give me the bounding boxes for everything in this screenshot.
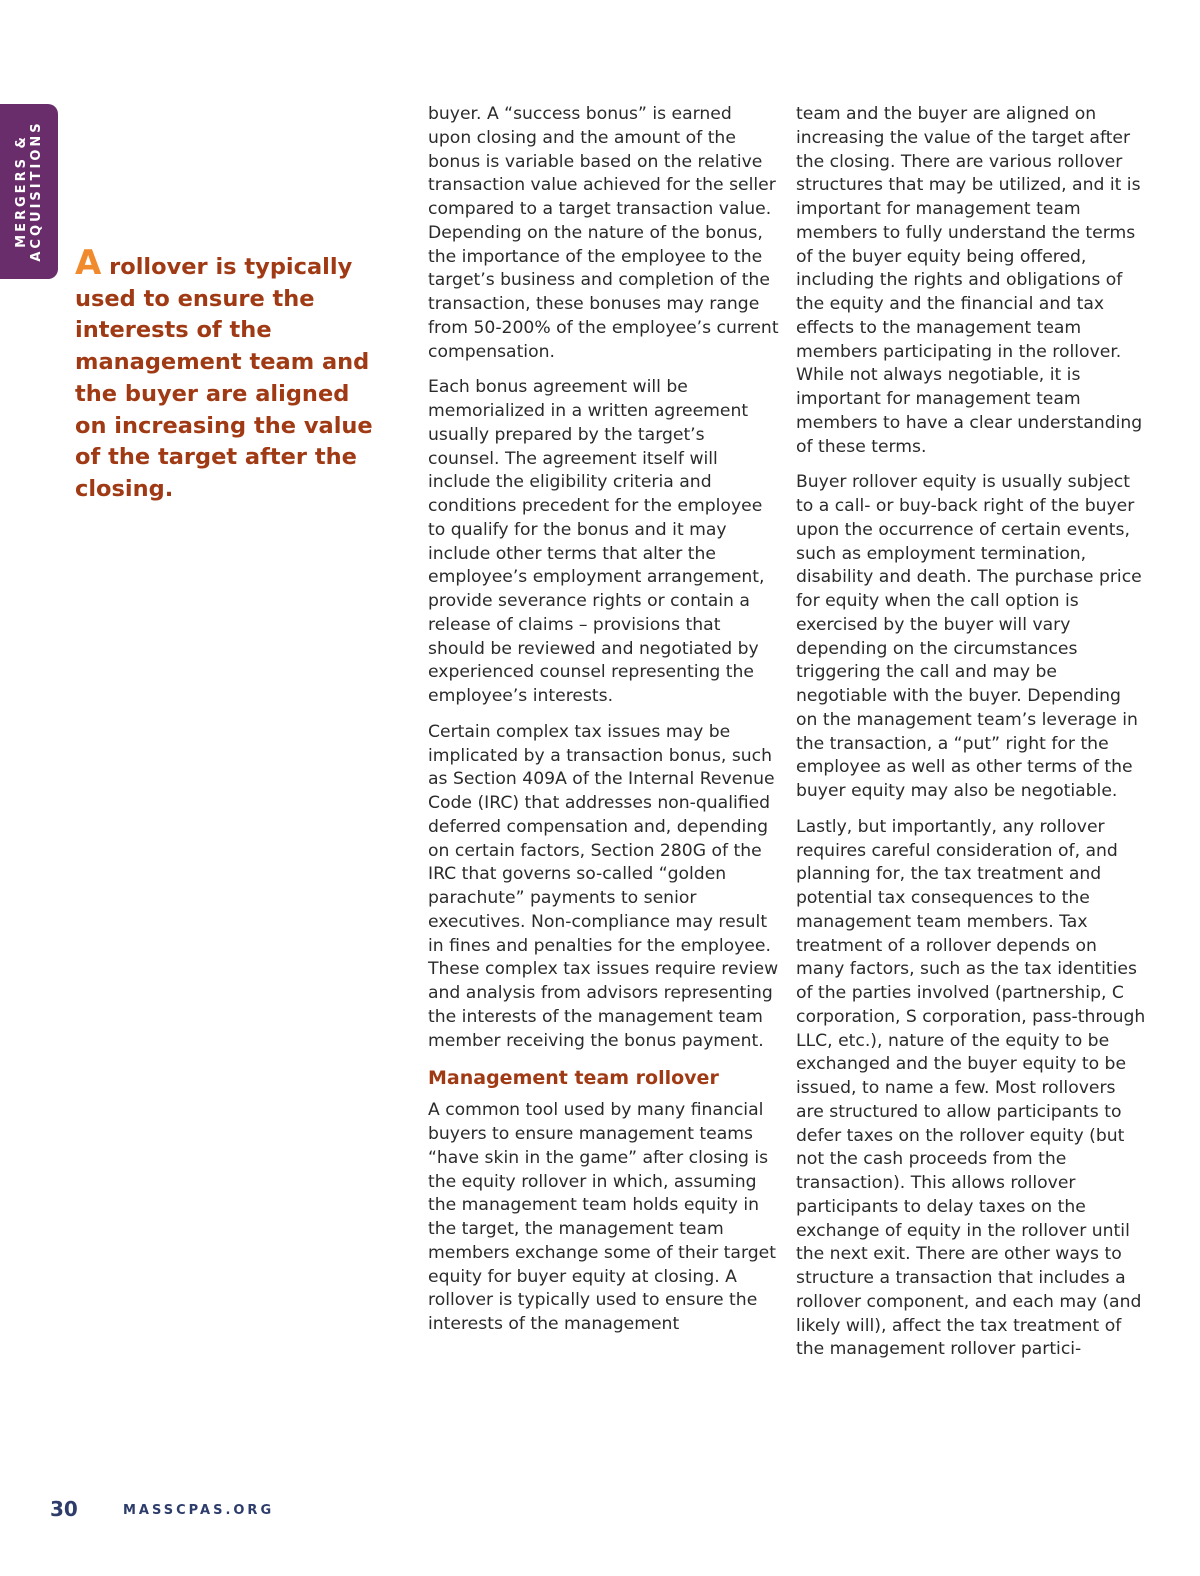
paragraph: buyer. A “success bonus” is earned upon closing and the amount of the bonus is variable based on the relative transaction value achieved for the seller compared to a target transaction value. Depending on the nature of the bonus, the importance of the employee to the target’s business and completion of the transaction, these bonuses may range from 50-200% of the employee’s current compensation. [428, 104, 779, 362]
section-label [14, 120, 44, 261]
section-label-line-2: ACQUISITIONS [29, 120, 44, 262]
footer-website: MASSCPAS.ORG [123, 1503, 275, 1518]
page-number: 30 [50, 1497, 78, 1521]
paragraph: Lastly, but importantly, any rollover requires careful consideration of, and planning for, the tax treatment and potential tax consequences to the management team members. Tax treatment of a rollover depends on many factors, such as the tax identities of the parties involved (partnership, C corporation, S corporation, pass-through LLC, etc.), nature of the equity to be exchanged and the buyer equity to be issued, to name a few. Most rollovers are structured to allow participants to defer taxes on the rollover equity (but not the cash proceeds from the transaction). This allows rollover participants to delay taxes on the exchange of equity in the rollover until the next exit. There are other ways to structure a transaction that includes a rollover component, and each may (and likely will), affect the tax treatment of the management rollover partici- [796, 816, 1146, 1360]
paragraph: Buyer rollover equity is usually subject to a call- or buy-back right of the buyer upon the occurrence of certain events, such as employment termination, disability and death. The purchase price for equity when the call option is exercised by the buyer will vary depending on the circumstances triggering the call and may be negotiable with the buyer. Depending on the management team’s leverage in the transaction, a “put” right for the employee as well as other terms of the buyer equity may also be negotiable. [796, 472, 1142, 801]
section-label-line-1: MERGERS & [14, 134, 29, 248]
pull-quote-initial: A [75, 243, 102, 283]
section-heading: Management team rollover [428, 1067, 719, 1090]
paragraph: Each bonus agreement will be memorialized in a written agreement usually prepared by the target’s counsel. The agreement itself will include the eligibility criteria and conditions precedent for the employee to qualify for the bonus and it may include other terms that alter the employee’s employment arrangement, provide severance rights or contain a release of claims – provisions that should be reviewed and negotiated by experienced counsel representing the employee’s interests. [428, 377, 765, 706]
paragraph: Certain complex tax issues may be implicated by a transaction bonus, such as Section 409A of the Internal Revenue Code (IRC) that addresses non-qualified deferred compensation and, depending on certain factors, Section 280G of the IRC that governs so-called “golden parachute” payments to senior executives. Non-compliance may result in fines and penalties for the employee. These complex tax issues require review and analysis from advisors representing the interests of the management team member receiving the bonus payment. [428, 721, 779, 1051]
article-column-2 [796, 103, 1146, 1374]
pull-quote [75, 243, 375, 506]
section-tab [0, 104, 58, 279]
pull-quote-end: . [164, 475, 174, 502]
paragraph: A common tool used by many financial buyers to ensure management teams “have skin in the game” after closing is the equity rollover in which, assuming the management team holds equity in the target, the management team members exchange some of their target equity for buyer equity at closing. A rollover is typically used to ensure the interests of the management [428, 1100, 776, 1334]
article-column-1 [428, 103, 780, 1349]
pull-quote-text: rollover is typically used to ensure the interests of the management team and the buyer are aligned on increasing the value of the target after the closing [75, 254, 373, 502]
paragraph: team and the buyer are aligned on increasing the value of the target after the closing. There are various rollover structures that may be utilized, and it is important for management team members to fully understand the terms of the buyer equity being offered, including the rights and obligations of the equity and the financial and tax effects to the management team members participating in the rollover. While not always negotiable, it is important for management team members to have a clear understanding of these terms. [796, 104, 1143, 457]
